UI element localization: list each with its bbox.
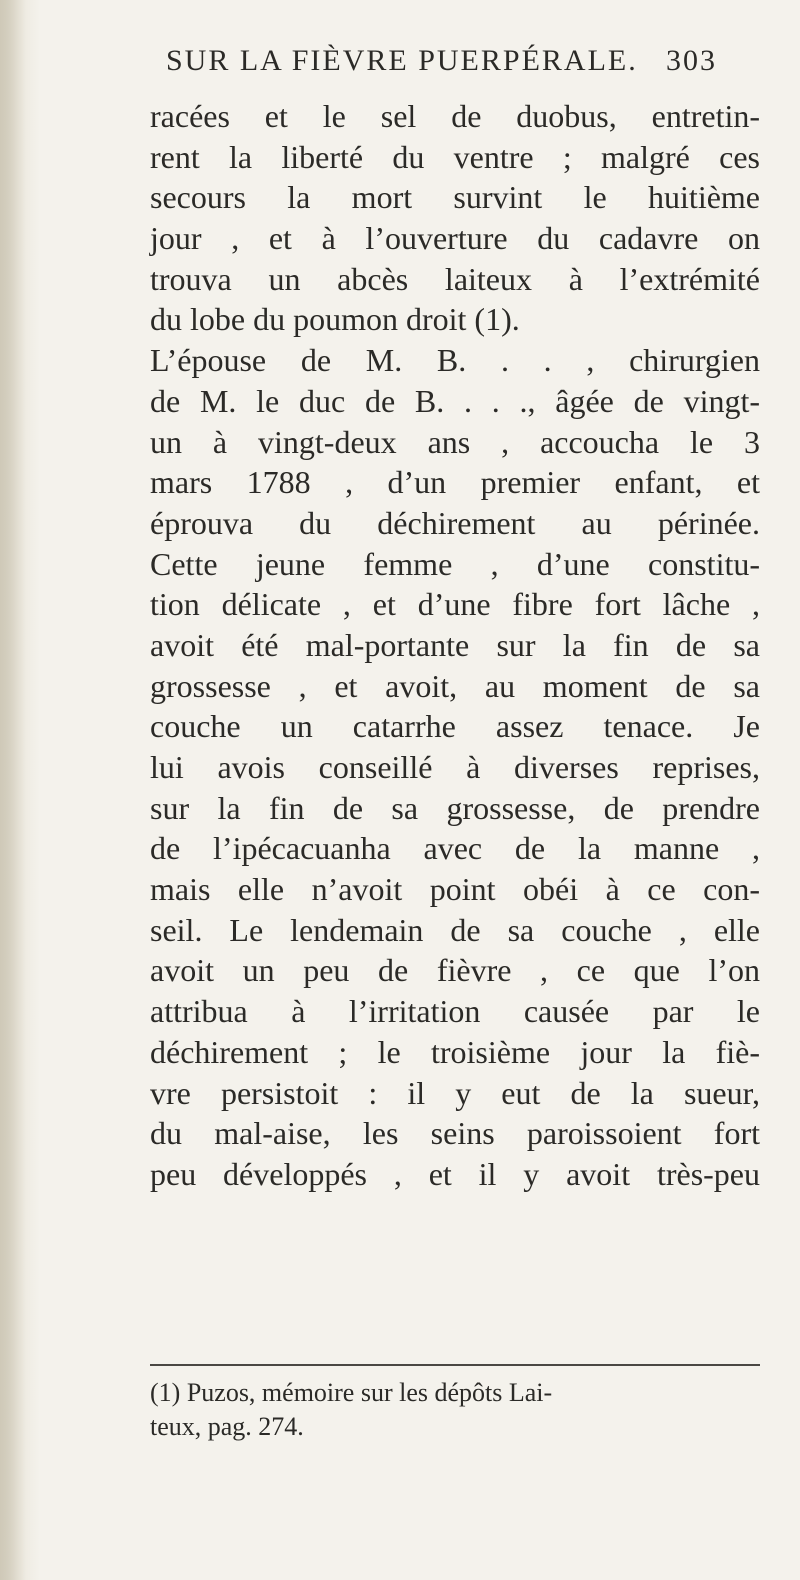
text-line: secours la mort survint le huitième <box>150 179 760 216</box>
text-line: sur la fin de sa grossesse, de prendre <box>150 789 760 826</box>
page-number: 303 <box>666 44 717 77</box>
body-text <box>150 96 760 1195</box>
text-line: seil. Le lendemain de sa couche , elle <box>150 911 760 948</box>
text-line: un à vingt-deux ans , accoucha le 3 <box>150 423 760 460</box>
text-line: de l’ipécacuanha avec de la manne , <box>150 830 760 867</box>
text-line: Cette jeune femme , d’une constitu- <box>150 545 760 582</box>
text-line: lui avois conseillé à diverses reprises, <box>150 749 760 785</box>
text-line: jour , et à l’ouverture du cadavre on <box>150 220 760 257</box>
text-line: attribua à l’irritation causée par le <box>150 993 760 1030</box>
text-line: tion délicate , et d’une fibre fort lâche , <box>150 586 760 623</box>
text-line: couche un catarrhe assez tenace. Je <box>150 708 760 745</box>
text-line: du mal-aise, les seins paroissoient fort <box>150 1115 760 1152</box>
text-line: peu développés , et il y avoit très-peu <box>150 1155 760 1192</box>
text-line: déchirement ; le troisième jour la fiè- <box>150 1033 760 1070</box>
binding-shadow <box>0 0 26 1580</box>
text-line: éprouva du déchirement au périnée. <box>150 504 760 541</box>
text-line: de M. le duc de B. . . ., âgée de vingt- <box>150 382 760 419</box>
text-line: rent la liberté du ventre ; malgré ces <box>150 138 760 175</box>
text-line: avoit un peu de fièvre , ce que l’on <box>150 952 760 989</box>
text-line: du lobe du poumon droit (1). <box>150 301 520 338</box>
text-line: mars 1788 , d’un premier enfant, et <box>150 464 760 501</box>
text-line: racées et le sel de duobus, entretin- <box>150 98 760 134</box>
text-line: vre persistoit : il y eut de la sueur, <box>150 1074 760 1111</box>
text-line: grossesse , et avoit, au moment de sa <box>150 667 760 704</box>
text-line: avoit été mal-portante sur la fin de sa <box>150 626 760 663</box>
footnote <box>150 1376 710 1444</box>
footnote-line: teux, pag. 274. <box>150 1412 304 1441</box>
running-head-title: SUR LA FIÈVRE PUERPÉRALE. <box>166 44 638 77</box>
text-line: L’épouse de M. B. . . , chirurgien <box>150 342 760 379</box>
footnote-rule <box>150 1364 760 1366</box>
running-head <box>166 44 766 88</box>
text-line: mais elle n’avoit point obéi à ce con- <box>150 871 760 908</box>
text-line: trouva un abcès laiteux à l’extrémité <box>150 260 760 297</box>
footnote-line: (1) Puzos, mémoire sur les dépôts Lai- <box>150 1378 553 1407</box>
